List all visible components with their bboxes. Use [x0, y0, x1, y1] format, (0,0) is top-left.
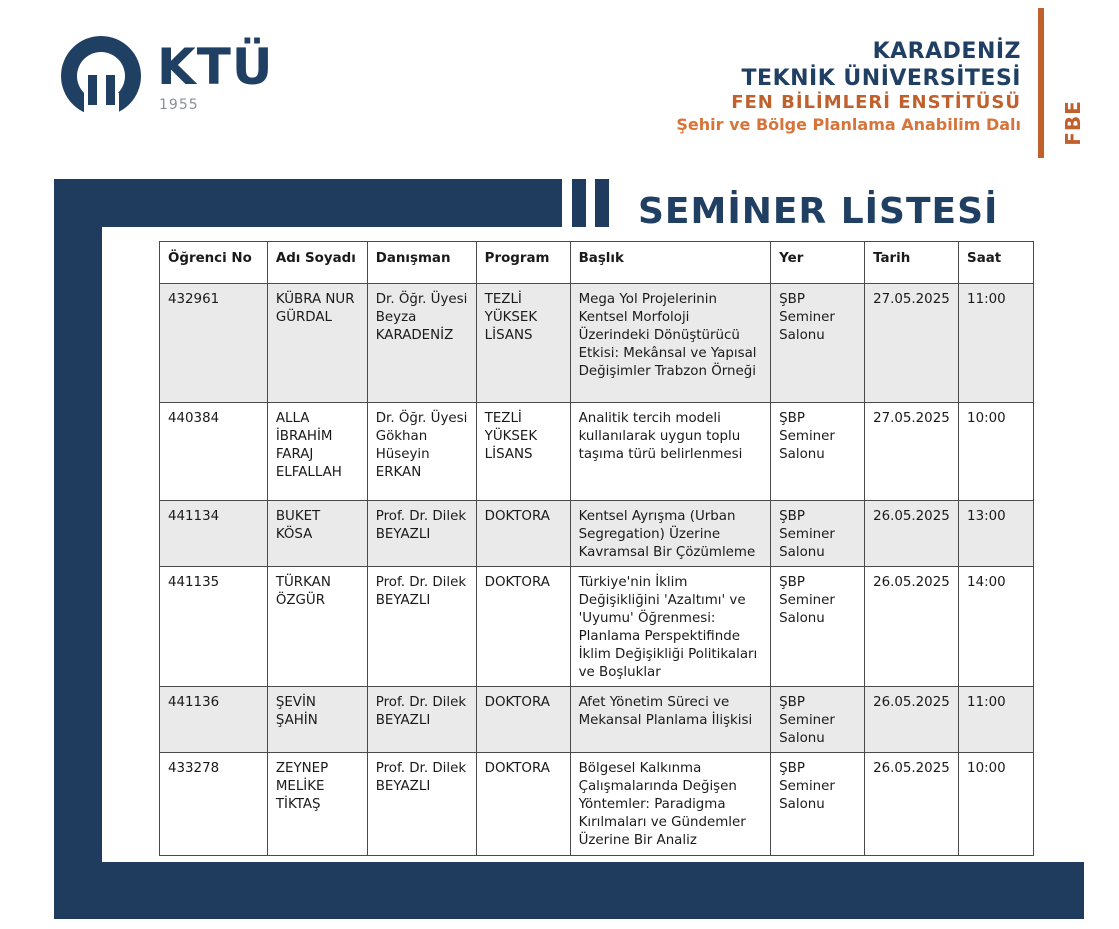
title-cell: Türkiye'nin İklim Değişikliğini 'Azaltımı' ve 'Uyumu' Öğrenmesi: Planlama Perspektifinde İklim Değişikliği Politikaları ve Boşluklar — [570, 567, 771, 687]
table-header-row — [160, 242, 1034, 284]
ktu-logo — [58, 33, 298, 123]
column-header: Danışman — [367, 242, 476, 284]
column-header: Öğrenci No — [160, 242, 268, 284]
title-cell: Kentsel Ayrışma (Urban Segregation) Üzerine Kavramsal Bir Çözümleme — [570, 501, 771, 567]
logo-year: 1955 — [159, 97, 199, 113]
time-cell: 10:00 — [959, 403, 1034, 501]
institute-name: FEN BİLİMLERİ ENSTİTÜSÜ — [731, 92, 1021, 113]
table-row — [160, 403, 1034, 501]
location-cell: ŞBP Seminer Salonu — [771, 403, 865, 501]
logo-wordmark: KTÜ — [157, 38, 274, 96]
time-cell: 11:00 — [959, 687, 1034, 753]
program-cell: DOKTORA — [476, 501, 570, 567]
time-cell: 13:00 — [959, 501, 1034, 567]
student-name-cell: ALLA İBRAHİM FARAJ ELFALLAH — [267, 403, 367, 501]
program-cell: TEZLİ YÜKSEK LİSANS — [476, 284, 570, 403]
date-cell: 26.05.2025 — [865, 753, 959, 856]
student-name-cell: TÜRKAN ÖZGÜR — [267, 567, 367, 687]
university-line2: TEKNİK ÜNİVERSİTESİ — [741, 66, 1021, 91]
date-cell: 27.05.2025 — [865, 403, 959, 501]
student-no-cell: 432961 — [160, 284, 268, 403]
advisor-cell: Prof. Dr. Dilek BEYAZLI — [367, 567, 476, 687]
student-name-cell: ZEYNEP MELİKE TİKTAŞ — [267, 753, 367, 856]
frame-band-left — [54, 179, 102, 919]
table-row — [160, 284, 1034, 403]
column-header: Adı Soyadı — [267, 242, 367, 284]
column-header: Program — [476, 242, 570, 284]
column-header: Yer — [771, 242, 865, 284]
date-cell: 26.05.2025 — [865, 687, 959, 753]
title-cell: Bölgesel Kalkınma Çalışmalarında Değişen Yöntemler: Paradigma Kırılmaları ve Gündemler Üzerine Bir Analiz — [570, 753, 771, 856]
table-row — [160, 753, 1034, 856]
advisor-cell: Dr. Öğr. Üyesi Beyza KARADENİZ — [367, 284, 476, 403]
time-cell: 11:00 — [959, 284, 1034, 403]
fbe-side-label — [1060, 90, 1086, 156]
header-divider — [1038, 8, 1044, 158]
title-cell: Mega Yol Projelerinin Kentsel Morfoloji Üzerindeki Dönüştürücü Etkisi: Mekânsal ve Yapısal Değişimler Trabzon Örneği — [570, 284, 771, 403]
student-no-cell: 441135 — [160, 567, 268, 687]
student-name-cell: BUKET KÖSA — [267, 501, 367, 567]
student-name-cell: ŞEVİN ŞAHİN — [267, 687, 367, 753]
table-row — [160, 501, 1034, 567]
university-line1: KARADENİZ — [872, 39, 1021, 64]
column-header: Tarih — [865, 242, 959, 284]
student-no-cell: 441134 — [160, 501, 268, 567]
advisor-cell: Prof. Dr. Dilek BEYAZLI — [367, 501, 476, 567]
frame-band-bottom — [54, 862, 1084, 919]
column-header: Saat — [959, 242, 1034, 284]
table-row — [160, 567, 1034, 687]
location-cell: ŞBP Seminer Salonu — [771, 687, 865, 753]
location-cell: ŞBP Seminer Salonu — [771, 284, 865, 403]
student-name-cell: KÜBRA NUR GÜRDAL — [267, 284, 367, 403]
location-cell: ŞBP Seminer Salonu — [771, 753, 865, 856]
date-cell: 26.05.2025 — [865, 567, 959, 687]
advisor-cell: Prof. Dr. Dilek BEYAZLI — [367, 687, 476, 753]
title-cell: Afet Yönetim Süreci ve Mekansal Planlama İlişkisi — [570, 687, 771, 753]
time-cell: 10:00 — [959, 753, 1034, 856]
university-name-block — [676, 38, 1021, 136]
location-cell: ŞBP Seminer Salonu — [771, 501, 865, 567]
date-cell: 27.05.2025 — [865, 284, 959, 403]
table-row — [160, 687, 1034, 753]
advisor-cell: Dr. Öğr. Üyesi Gökhan Hüseyin ERKAN — [367, 403, 476, 501]
program-cell: DOKTORA — [476, 753, 570, 856]
date-cell: 26.05.2025 — [865, 501, 959, 567]
advisor-cell: Prof. Dr. Dilek BEYAZLI — [367, 753, 476, 856]
title-cell: Analitik tercih modeli kullanılarak uygun toplu taşıma türü belirlenmesi — [570, 403, 771, 501]
program-cell: DOKTORA — [476, 567, 570, 687]
student-no-cell: 440384 — [160, 403, 268, 501]
student-no-cell: 433278 — [160, 753, 268, 856]
frame-band-top — [54, 179, 562, 227]
column-header: Başlık — [570, 242, 771, 284]
ktu-emblem-icon — [58, 33, 150, 119]
department-name: Şehir ve Bölge Planlama Anabilim Dalı — [676, 115, 1021, 134]
page-title: SEMİNER LİSTESİ — [638, 191, 999, 232]
time-cell: 14:00 — [959, 567, 1034, 687]
student-no-cell: 441136 — [160, 687, 268, 753]
program-cell: TEZLİ YÜKSEK LİSANS — [476, 403, 570, 501]
location-cell: ŞBP Seminer Salonu — [771, 567, 865, 687]
program-cell: DOKTORA — [476, 687, 570, 753]
title-accent-bar — [572, 179, 586, 227]
seminar-table — [159, 241, 1034, 856]
title-accent-bar — [595, 179, 609, 227]
fbe-label-text: FBE — [1061, 100, 1085, 146]
